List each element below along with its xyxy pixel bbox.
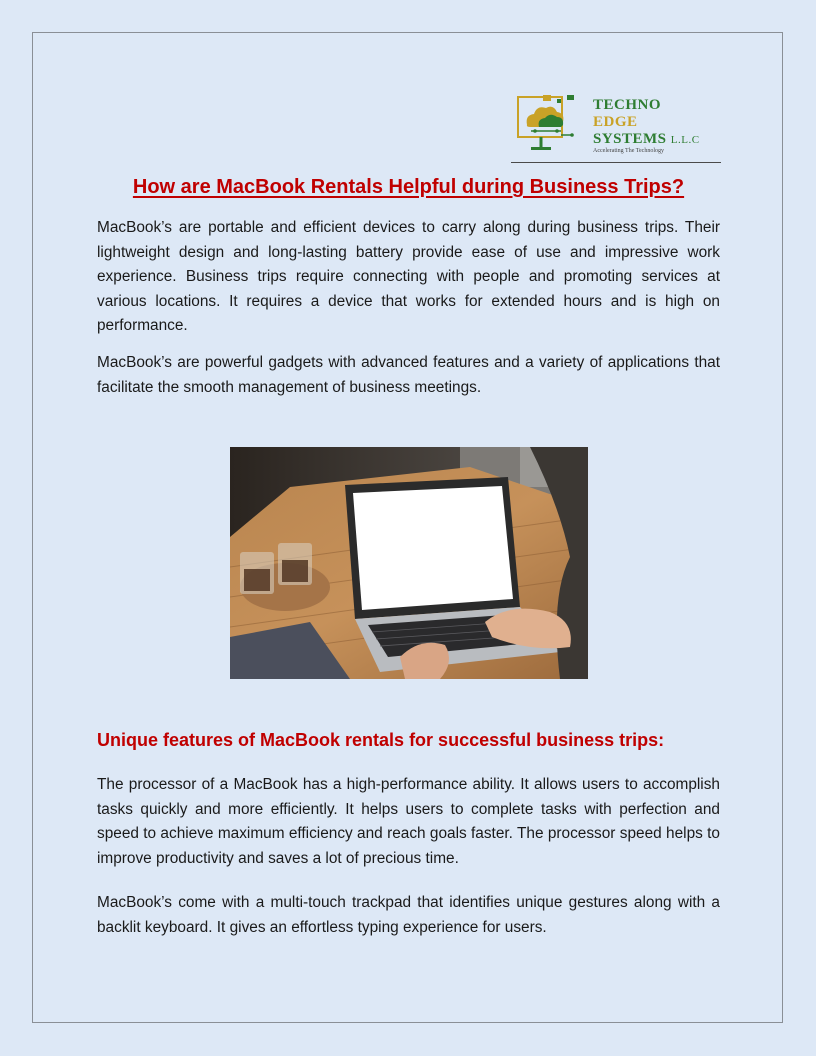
page-title: How are MacBook Rentals Helpful during Business Trips? <box>132 176 685 198</box>
cloud-computer-logo-icon <box>517 95 575 157</box>
document-page <box>32 32 783 1023</box>
logo-divider <box>511 162 721 163</box>
processor-paragraph: The processor of a MacBook has a high-performance ability. It allows users to accomplish tasks quickly and more efficiently. It helps users to complete tasks with perfection and speed to achieve maximum efficiency and reach goals faster. The processor speed helps to improve productivity and saves a lot of precious time. <box>97 776 720 867</box>
laptop-photo <box>230 447 588 679</box>
logo-line-systems: SYSTEMS <box>593 131 667 147</box>
logo-tagline: Accelerating The Technology <box>593 148 664 154</box>
laptop-on-table-image <box>230 447 588 679</box>
intro-paragraph: MacBook’s are portable and efficient devices to carry along during business trips. Their lightweight design and long-lasting battery provide ease of use and impressive work experience. Business trips require connecting with people and promoting services at various locations. It requires a device that works for extended hours and is high on performance. <box>97 219 720 334</box>
features-summary-paragraph: MacBook’s are powerful gadgets with advanced features and a variety of applications that facilitate the smooth management of business meetings. <box>97 354 720 396</box>
section-heading: Unique features of MacBook rentals for successful business trips: <box>97 730 665 750</box>
logo-wordmark <box>593 97 700 149</box>
logo-suffix: L.L.C <box>670 134 700 146</box>
logo-line-edge: EDGE <box>593 114 638 130</box>
logo-line-techno: TECHNO <box>593 97 662 113</box>
company-logo <box>511 95 721 163</box>
trackpad-paragraph: MacBook’s come with a multi-touch trackpad that identifies unique gestures along with a backlit keyboard. It gives an effortless typing experience for users. <box>97 894 720 936</box>
